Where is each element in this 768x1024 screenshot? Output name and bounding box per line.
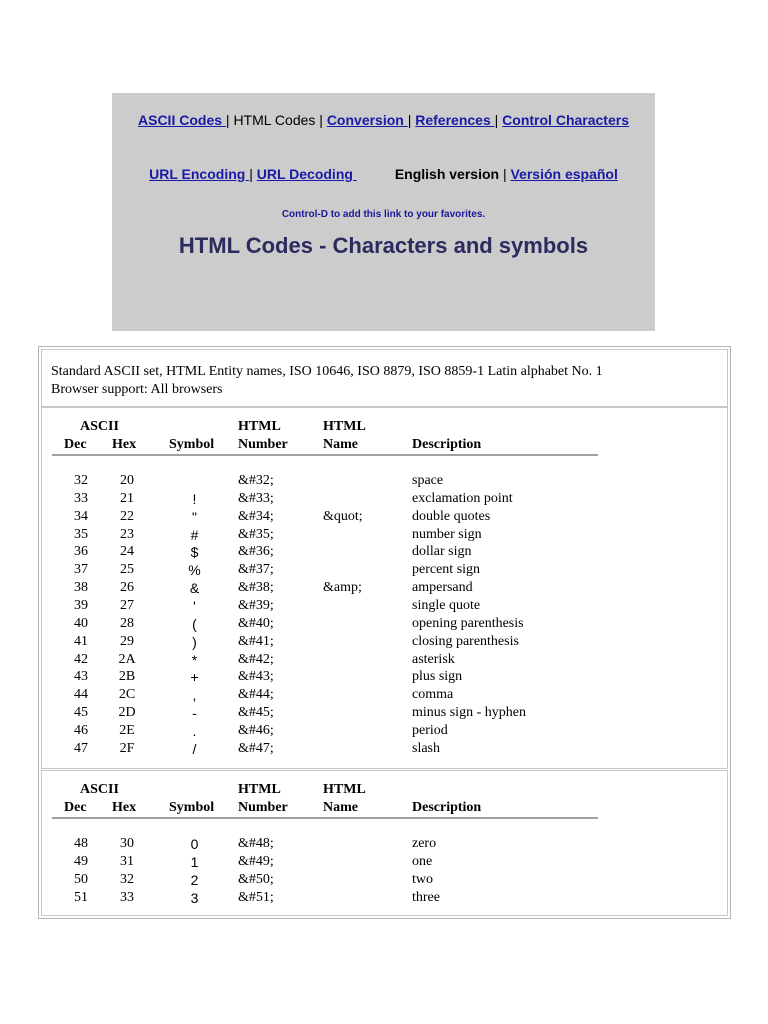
cell-hex: 2B	[118, 669, 136, 685]
cell-html-number: &#37;	[238, 562, 274, 578]
cell-description: slash	[412, 740, 440, 756]
cell-dec: 43	[74, 669, 88, 685]
cell-html-number: &#46;	[238, 722, 274, 738]
cell-html-number: &#50;	[238, 871, 274, 887]
header-html-1: HTML	[238, 782, 281, 797]
cell-hex: 2D	[118, 705, 136, 721]
nav-separator: |	[499, 166, 511, 182]
cell-description: double quotes	[412, 508, 491, 524]
header-dec: Dec	[64, 800, 87, 815]
cell-description: ampersand	[412, 580, 473, 596]
cell-html-number: &#44;	[238, 687, 274, 703]
cell-html-number: &#43;	[238, 669, 274, 685]
cell-hex: 29	[120, 633, 134, 649]
cell-dec: 40	[74, 615, 88, 631]
table-row	[42, 543, 727, 561]
table-section-2	[41, 770, 728, 916]
content-panel	[38, 346, 731, 919]
cell-dec: 42	[74, 651, 88, 667]
table-row	[42, 526, 727, 544]
cell-hex: 26	[120, 580, 134, 596]
cell-hex: 28	[120, 615, 134, 631]
table-row	[42, 615, 727, 633]
cell-html-number: &#35;	[238, 526, 274, 542]
cell-dec: 39	[74, 597, 88, 613]
cell-symbol: $	[190, 544, 199, 561]
cell-symbol: -	[192, 705, 197, 722]
cell-html-number: &#32;	[238, 473, 274, 488]
cell-dec: 34	[74, 508, 88, 524]
cell-symbol: !	[192, 490, 197, 507]
header-divider	[52, 817, 598, 819]
cell-html-number: &#38;	[238, 580, 274, 596]
cell-symbol: *	[191, 651, 198, 668]
table-row	[42, 490, 727, 508]
header-divider	[52, 454, 598, 456]
cell-html-number: &#34;	[238, 508, 274, 524]
cell-description: dollar sign	[412, 544, 472, 560]
nav-link-url-decoding[interactable]: URL Decoding	[256, 166, 357, 182]
cell-description: space	[412, 473, 444, 488]
cell-dec: 49	[74, 853, 88, 869]
header-number: Number	[238, 800, 288, 815]
cell-description: three	[412, 889, 440, 905]
cell-description: one	[412, 853, 433, 869]
table-row	[42, 704, 727, 722]
cell-dec: 36	[74, 544, 88, 560]
cell-html-number: &#39;	[238, 597, 274, 613]
cell-hex: 24	[120, 544, 134, 560]
header-description: Description	[412, 437, 482, 452]
nav-link-control-characters[interactable]: Control Characters	[502, 112, 629, 128]
cell-dec: 47	[74, 740, 88, 756]
nav-link-ascii-codes[interactable]: ASCII Codes	[138, 112, 226, 128]
cell-symbol: ,	[192, 687, 197, 704]
page-title: HTML Codes - Characters and symbols	[178, 233, 589, 258]
cell-description: asterisk	[412, 651, 455, 667]
nav-separator: |	[407, 112, 416, 128]
header-description: Description	[412, 800, 482, 815]
nav-separator: |	[225, 112, 234, 128]
cell-hex: 30	[120, 836, 134, 851]
cell-description: plus sign	[412, 669, 463, 685]
cell-hex: 2A	[118, 651, 136, 667]
table-row	[42, 561, 727, 579]
cell-symbol: 2	[190, 871, 199, 888]
nav-separator: |	[315, 112, 327, 128]
table-row	[42, 633, 727, 651]
nav-primary	[132, 112, 635, 129]
cell-description: exclamation point	[412, 490, 513, 506]
cell-hex: 2E	[119, 722, 135, 738]
cell-hex: 2F	[119, 740, 135, 756]
cell-dec: 51	[74, 889, 88, 905]
cell-hex: 32	[120, 871, 134, 887]
cell-symbol: 1	[190, 853, 199, 870]
cell-hex: 20	[120, 473, 134, 488]
cell-html-number: &#45;	[238, 705, 274, 721]
cell-symbol: +	[190, 669, 199, 686]
nav-current-html-codes: HTML Codes	[233, 112, 316, 128]
header-html-2: HTML	[323, 782, 366, 797]
cell-html-number: &#40;	[238, 615, 274, 631]
table-row	[42, 668, 727, 686]
cell-html-number: &#47;	[238, 740, 274, 756]
cell-html-number: &#41;	[238, 633, 274, 649]
cell-hex: 27	[120, 597, 134, 613]
cell-description: zero	[412, 836, 437, 851]
table-row	[42, 472, 727, 490]
cell-description: closing parenthesis	[412, 633, 519, 649]
cell-hex: 2C	[118, 687, 136, 703]
table-row	[42, 686, 727, 704]
header-html-2: HTML	[323, 419, 366, 434]
nav-link-version-espanol[interactable]: Versión español	[510, 166, 618, 182]
cell-dec: 33	[74, 490, 88, 506]
cell-symbol: %	[188, 562, 201, 579]
cell-symbol: 0	[190, 836, 199, 852]
cell-symbol: "	[192, 508, 197, 525]
cell-dec: 37	[74, 562, 88, 578]
cell-symbol: .	[192, 722, 197, 739]
nav-separator: |	[249, 166, 257, 182]
header-panel	[112, 93, 655, 331]
cell-dec: 32	[74, 473, 88, 488]
header-html-1: HTML	[238, 419, 281, 434]
cell-description: single quote	[412, 597, 481, 613]
cell-description: two	[412, 871, 433, 887]
intro-line-standards: Standard ASCII set, HTML Entity names, ISO 10646, ISO 8879, ISO 8859-1 Latin alphabet No. 1	[51, 364, 603, 379]
cell-html-number: &#33;	[238, 490, 274, 506]
cell-dec: 44	[74, 687, 88, 703]
favorites-note: Control-D to add this link to your favorites.	[281, 209, 486, 220]
cell-dec: 35	[74, 526, 88, 542]
header-name: Name	[323, 437, 358, 452]
intro-section	[41, 349, 728, 407]
header-symbol: Symbol	[169, 437, 215, 452]
cell-hex: 23	[120, 526, 134, 542]
header-name: Name	[323, 800, 358, 815]
cell-symbol: (	[192, 615, 197, 632]
cell-html-number: &#42;	[238, 651, 274, 667]
header-dec: Dec	[64, 437, 87, 452]
table-row	[42, 651, 727, 669]
cell-symbol: &	[189, 580, 200, 597]
table-row	[42, 508, 727, 526]
cell-dec: 46	[74, 722, 88, 738]
cell-hex: 33	[120, 889, 134, 905]
cell-dec: 50	[74, 871, 88, 887]
cell-hex: 31	[120, 853, 134, 869]
table-row	[42, 871, 727, 889]
cell-html-name: &amp;	[323, 580, 362, 596]
table-row	[42, 889, 727, 907]
nav-link-url-encoding[interactable]: URL Encoding	[149, 166, 250, 182]
table-row	[42, 853, 727, 871]
cell-html-number: &#48;	[238, 836, 274, 851]
header-ascii: ASCII	[80, 419, 119, 434]
nav-link-references[interactable]: References	[415, 112, 495, 128]
cell-html-number: &#49;	[238, 853, 274, 869]
cell-description: comma	[412, 687, 454, 703]
cell-description: minus sign - hyphen	[412, 705, 526, 721]
cell-html-number: &#51;	[238, 889, 274, 905]
nav-link-conversion[interactable]: Conversion	[326, 112, 408, 128]
header-ascii: ASCII	[80, 782, 119, 797]
cell-symbol: /	[192, 740, 197, 757]
cell-symbol: #	[190, 526, 199, 543]
cell-symbol: )	[192, 633, 197, 650]
table-section-1	[41, 407, 728, 769]
cell-description: period	[412, 722, 448, 738]
intro-text	[51, 363, 603, 399]
table-row	[42, 597, 727, 615]
cell-hex: 22	[120, 508, 134, 524]
table-row	[42, 835, 727, 853]
cell-symbol: 3	[190, 889, 199, 906]
cell-hex: 25	[120, 562, 134, 578]
english-version-label: English version	[394, 166, 500, 182]
cell-dec: 48	[74, 836, 88, 851]
cell-hex: 21	[120, 490, 134, 506]
cell-description: opening parenthesis	[412, 615, 524, 631]
header-hex: Hex	[112, 800, 137, 815]
cell-symbol: '	[193, 597, 196, 614]
nav-secondary	[112, 166, 655, 183]
nav-separator: |	[494, 112, 503, 128]
table-row	[42, 740, 727, 758]
cell-dec: 38	[74, 580, 88, 596]
header-symbol: Symbol	[169, 800, 215, 815]
intro-line-browser-support: Browser support: All browsers	[51, 382, 223, 397]
cell-dec: 45	[74, 705, 88, 721]
header-number: Number	[238, 437, 288, 452]
cell-html-number: &#36;	[238, 544, 274, 560]
table-row	[42, 579, 727, 597]
table-row	[42, 722, 727, 740]
header-hex: Hex	[112, 437, 137, 452]
cell-description: percent sign	[412, 562, 481, 578]
cell-html-name: &quot;	[323, 508, 363, 524]
cell-dec: 41	[74, 633, 88, 649]
cell-description: number sign	[412, 526, 482, 542]
